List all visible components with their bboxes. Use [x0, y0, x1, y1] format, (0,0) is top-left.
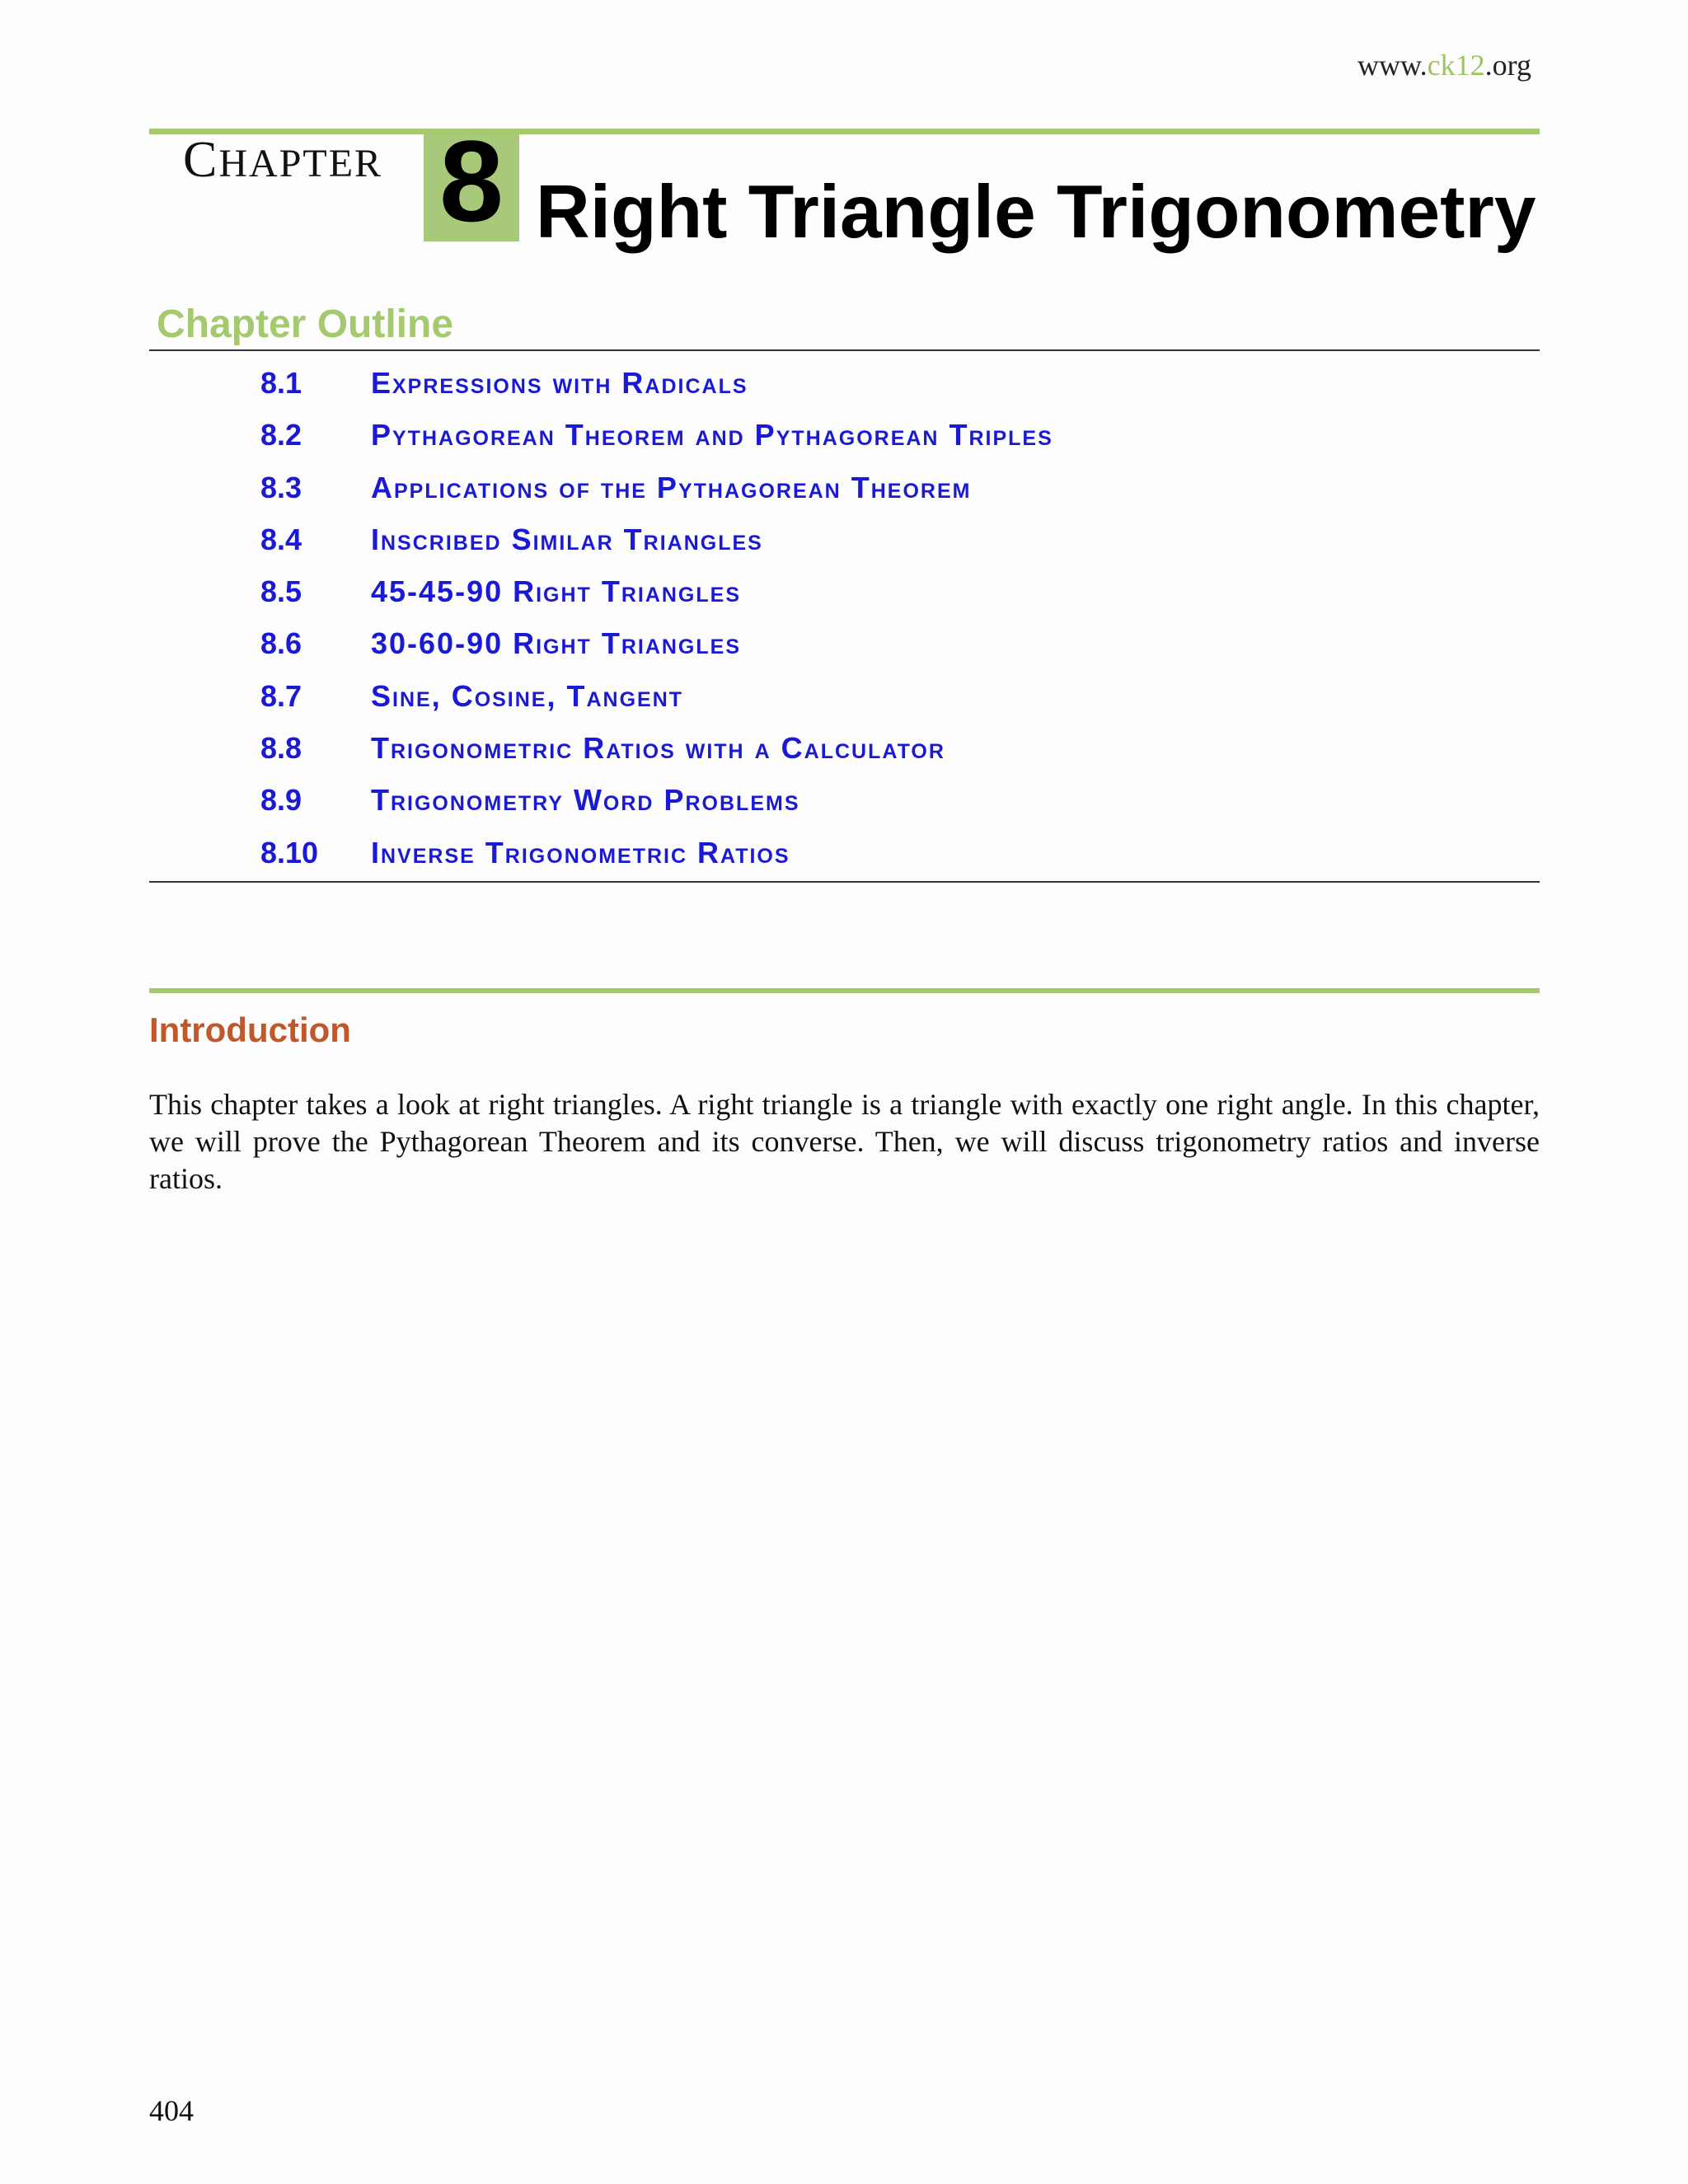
outline-item-link[interactable]: Sine, Cosine, Tangent: [371, 678, 684, 713]
page-number: 404: [149, 2094, 194, 2127]
outline-item-number[interactable]: 8.6: [260, 626, 302, 661]
introduction-rule: [149, 988, 1540, 993]
outline-item-number[interactable]: 8.5: [260, 574, 302, 609]
outline-item-number[interactable]: 8.2: [260, 418, 302, 452]
chapter-title: Right Triangle Trigonometry: [536, 171, 1536, 254]
chapter-top-rule: [149, 129, 1540, 134]
introduction-paragraph: This chapter takes a look at right triangles. A right triangle is a triangle with exactly one right angle. In this chapter, we will prove the Pythagorean Theorem and its converse. Then, we will discuss trigonometry ratios and inverse ratios.: [149, 1088, 1540, 1195]
outline-item[interactable]: [0, 354, 1688, 406]
url-prefix: www.: [1357, 49, 1428, 82]
outline-item-number[interactable]: 8.3: [260, 470, 302, 504]
introduction-heading: Introduction: [149, 1010, 351, 1049]
url-suffix: .org: [1484, 49, 1531, 82]
chapter-label-initial: C: [183, 132, 219, 188]
outline-bottom-rule: [149, 881, 1540, 883]
outline-item-number[interactable]: 8.10: [260, 835, 319, 869]
outline-item[interactable]: [0, 511, 1688, 563]
outline-item-link[interactable]: Pythagorean Theorem and Pythagorean Triples: [371, 418, 1053, 452]
outline-item-number[interactable]: 8.4: [260, 522, 302, 556]
chapter-number: 8: [439, 116, 504, 246]
outline-item-link[interactable]: Trigonometry Word Problems: [371, 783, 800, 818]
url-brand: ck12: [1427, 49, 1485, 82]
outline-item-link[interactable]: 30-60-90 Right Triangles: [371, 626, 741, 661]
outline-item-number[interactable]: 8.9: [260, 783, 302, 818]
chapter-label-rest: HAPTER: [218, 142, 383, 185]
outline-item-link[interactable]: Trigonometric Ratios with a Calculator: [371, 731, 945, 766]
site-url[interactable]: [1357, 48, 1531, 82]
outline-item-link[interactable]: Expressions with Radicals: [371, 366, 748, 400]
outline-item-number[interactable]: 8.8: [260, 731, 302, 766]
outline-item[interactable]: [0, 459, 1688, 511]
outline-item[interactable]: [0, 563, 1688, 615]
outline-heading: Chapter Outline: [157, 302, 454, 346]
outline-item-link[interactable]: 45-45-90 Right Triangles: [371, 574, 741, 609]
chapter-label: [183, 132, 383, 188]
outline-item-number[interactable]: 8.1: [260, 366, 302, 400]
outline-item[interactable]: [0, 406, 1688, 458]
chapter-outline-list: [0, 354, 1688, 876]
outline-item-link[interactable]: Applications of the Pythagorean Theorem: [371, 470, 972, 504]
outline-item[interactable]: [0, 771, 1688, 823]
outline-item[interactable]: [0, 668, 1688, 719]
outline-item-link[interactable]: Inverse Trigonometric Ratios: [371, 835, 790, 869]
outline-item[interactable]: [0, 824, 1688, 876]
outline-item-number[interactable]: 8.7: [260, 678, 302, 713]
outline-item[interactable]: [0, 719, 1688, 771]
outline-item-link[interactable]: Inscribed Similar Triangles: [371, 522, 763, 556]
outline-item[interactable]: [0, 615, 1688, 667]
outline-top-rule: [149, 349, 1540, 351]
